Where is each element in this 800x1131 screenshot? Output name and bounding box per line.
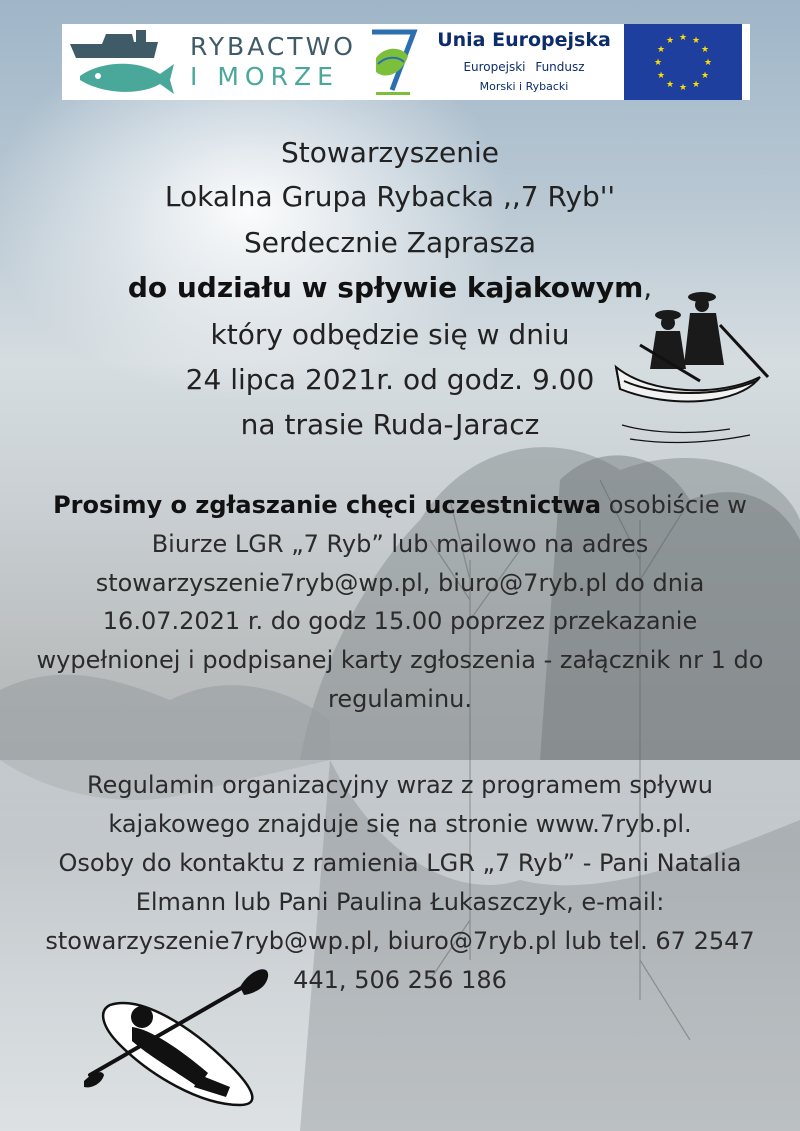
- svg-text:★: ★: [656, 71, 666, 81]
- seven-fish-icon: [362, 24, 424, 100]
- svg-text:★: ★: [700, 71, 710, 81]
- registration-line1: [0, 486, 800, 524]
- registration-line1-tail: osobiście w: [601, 491, 747, 519]
- registration-line5: wypełnionej i podpisanej karty zgłoszenia - załącznik nr 1 do: [36, 646, 764, 674]
- canoe-paddlers-illustration: [610, 285, 780, 450]
- i-morze-word: I MORZE: [190, 62, 339, 91]
- rybactwo-word: RYBACTWO: [190, 32, 356, 61]
- svg-text:★: ★: [665, 36, 675, 46]
- fishing-boat-fish-icon: [62, 24, 190, 100]
- event-route-line: na trasie Ruda-Jaracz: [240, 408, 540, 441]
- svg-text:★: ★: [703, 58, 713, 68]
- svg-text:★: ★: [653, 58, 663, 68]
- kayaker-illustration: [80, 965, 275, 1115]
- svg-text:★: ★: [678, 33, 688, 43]
- eu-stars-icon: [624, 24, 742, 100]
- svg-text:★: ★: [665, 80, 675, 90]
- svg-text:★: ★: [691, 80, 701, 90]
- registration-line6: regulaminu.: [327, 685, 473, 713]
- date-intro-line: który odbędzie się w dniu: [210, 318, 570, 351]
- info-line2: kajakowego znajduje się na stronie www.7ryb.pl.: [108, 810, 692, 838]
- eu-fund-line1: Europejski Fundusz: [463, 60, 585, 74]
- info-line4: Elmann lub Pani Paulina Łukaszczyk, e-mail:: [135, 888, 665, 916]
- eu-flag-icon: [624, 24, 742, 100]
- info-line5: stowarzyszenie7ryb@wp.pl, biuro@7ryb.pl lub tel. 67 2547: [45, 927, 755, 955]
- info-line3: Osoby do kontaktu z ramienia LGR „7 Ryb” - Pani Natalia: [58, 849, 742, 877]
- lgr-7-ryb-logo: [362, 24, 424, 100]
- eu-fund-caption: [424, 24, 624, 100]
- registration-line2: Biurze LGR „7 Ryb” lub mailowo na adres: [151, 530, 649, 558]
- info-line6: 441, 506 256 186: [293, 966, 507, 994]
- svg-text:★: ★: [691, 36, 701, 46]
- invitation-line: Serdecznie Zaprasza: [244, 226, 536, 259]
- eu-fund-line2: Morski i Rybacki: [479, 80, 569, 93]
- rybactwo-i-morze-logo: [62, 24, 362, 100]
- registration-bold-lead: Prosimy o zgłaszanie chęci uczestnictwa: [53, 491, 602, 519]
- kayak-event-comma: ,: [643, 271, 653, 304]
- svg-text:★: ★: [678, 83, 688, 93]
- sponsor-logo-bar: [62, 24, 750, 100]
- svg-text:★: ★: [700, 45, 710, 55]
- registration-line3: stowarzyszenie7ryb@wp.pl, biuro@7ryb.pl do dnia: [95, 569, 705, 597]
- event-date-line: 24 lipca 2021r. od godz. 9.00: [185, 363, 595, 396]
- eu-title: Unia Europejska: [437, 29, 611, 51]
- kayak-event-bold: do udziału w spływie kajakowym: [127, 271, 644, 304]
- info-line1: Regulamin organizacyjny wraz z programem spływu: [87, 771, 713, 799]
- registration-line4: 16.07.2021 r. do godz 15.00 poprzez przekazanie: [102, 607, 698, 635]
- svg-text:★: ★: [656, 45, 666, 55]
- organizer-line: Stowarzyszenie: [281, 136, 499, 169]
- organizer-name-line: Lokalna Grupa Rybacka ,,7 Ryb'': [164, 180, 616, 213]
